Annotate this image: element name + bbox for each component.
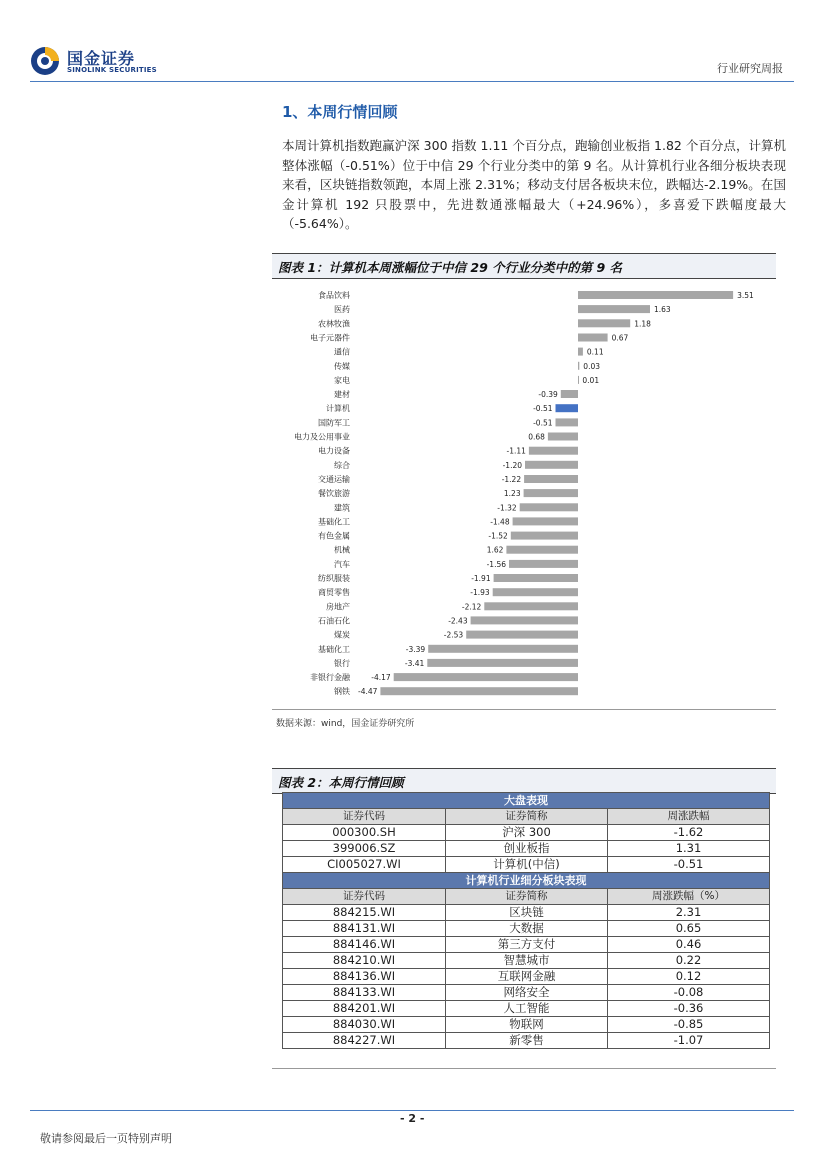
value-label: -1.20 — [502, 460, 522, 470]
table-row — [283, 953, 770, 969]
value-label: -1.56 — [486, 559, 506, 569]
category-label: 电子元器件 — [310, 333, 350, 343]
table-column-header-cell: 周涨跌幅（%） — [608, 889, 770, 905]
category-label: 基础化工 — [318, 517, 350, 527]
table-row-cell: -0.36 — [608, 1001, 770, 1017]
table-row-cell: 大数据 — [446, 921, 608, 937]
table-row-cell: 0.22 — [608, 953, 770, 969]
table-row-cell: 创业板指 — [446, 841, 608, 857]
table-row-cell: 第三方支付 — [446, 937, 608, 953]
category-label: 传媒 — [334, 361, 350, 371]
category-label: 通信 — [334, 347, 350, 357]
footer-divider — [30, 1110, 794, 1111]
table-row — [283, 825, 770, 841]
value-label: 1.18 — [634, 319, 651, 329]
bar-1 — [578, 305, 650, 313]
market-group-header — [283, 793, 770, 809]
value-label: -1.93 — [470, 588, 490, 598]
category-label: 房地产 — [326, 602, 350, 612]
table-row — [283, 1017, 770, 1033]
bar-14 — [524, 489, 578, 497]
bar-9 — [556, 418, 579, 426]
bar-7 — [561, 390, 578, 398]
value-label: 0.01 — [582, 375, 600, 385]
bar-13 — [524, 475, 578, 483]
table-row-cell: 884030.WI — [283, 1017, 446, 1033]
category-label: 基础化工 — [318, 644, 350, 654]
bar-28 — [380, 687, 578, 695]
value-label: 0.68 — [528, 432, 545, 442]
table-column-header — [283, 889, 770, 905]
table-column-header-cell: 证券代码 — [283, 889, 446, 905]
intro-paragraph: 本周计算机指数跑赢沪深 300 指数 1.11 个百分点，跑输创业板指 1.82 个百分点，计算机整体涨幅（-0.51%）位于中信 29 个行业分类中的第 9 名。从计算机行业各细分板块表现来看，区块链指数领跑，本周上涨 2.31%；移动支付居各板块末位，跌幅达-2.19%。在国金计算机 192 只股票中，先进数通涨幅最大（+24.96%），多喜爱下跌幅度最大（-5.64%）。 — [282, 138, 786, 231]
value-label: 1.23 — [503, 489, 521, 499]
page-number: - 2 - — [400, 1112, 425, 1125]
value-label: -2.12 — [461, 602, 482, 612]
figure1-bottom-divider — [272, 709, 776, 710]
category-label: 国防军工 — [318, 418, 350, 428]
table-row — [283, 937, 770, 953]
category-label: 机械 — [334, 545, 350, 555]
figure2-title-bar — [272, 768, 776, 794]
value-label: -0.51 — [533, 404, 553, 414]
table-row-cell: -0.85 — [608, 1017, 770, 1033]
category-label: 医药 — [334, 305, 350, 315]
bar-6 — [578, 376, 579, 384]
category-label: 电力及公用事业 — [294, 432, 350, 442]
value-label: 1.62 — [486, 545, 504, 555]
category-label: 综合 — [334, 460, 350, 470]
table-row-cell: 884201.WI — [283, 1001, 446, 1017]
table-row-cell: 884146.WI — [283, 937, 446, 953]
section-title: 1、本周行情回顾 — [282, 103, 398, 121]
table-row-cell: 399006.SZ — [283, 841, 446, 857]
value-label: -1.32 — [497, 503, 517, 513]
table-row — [283, 985, 770, 1001]
logo-mark-icon — [30, 46, 60, 76]
bar-3 — [578, 334, 608, 342]
logo-text-en: SINOLINK SECURITIES — [67, 66, 157, 74]
category-label: 电力设备 — [318, 446, 350, 456]
category-label: 家电 — [334, 375, 350, 385]
category-label: 计算机 — [326, 404, 350, 414]
category-label: 建材 — [334, 390, 350, 399]
table-row-cell: -1.07 — [608, 1033, 770, 1049]
category-label: 食品饮料 — [318, 291, 350, 300]
bar-22 — [484, 602, 578, 610]
category-label: 餐饮旅游 — [318, 489, 350, 499]
bar-16 — [513, 517, 578, 525]
industry-bar-chart — [272, 282, 776, 707]
value-label: -3.39 — [405, 644, 426, 654]
value-label: -1.48 — [490, 517, 510, 527]
table-row — [283, 969, 770, 985]
value-label: -2.53 — [443, 630, 464, 640]
table-row-cell: 网络安全 — [446, 985, 608, 1001]
value-label: -4.17 — [371, 673, 391, 683]
figure1-title-bar — [272, 253, 776, 279]
value-label: -1.22 — [501, 475, 522, 484]
value-label: -1.91 — [471, 574, 491, 583]
market-review-table — [282, 792, 770, 1049]
bar-0 — [578, 291, 733, 299]
table-row-cell: 1.31 — [608, 841, 770, 857]
category-label: 有色金属 — [318, 531, 350, 541]
category-label: 纺织服装 — [318, 574, 350, 583]
value-label: -2.43 — [448, 616, 468, 626]
category-label: 商贸零售 — [318, 588, 350, 598]
table-row-cell: 智慧城市 — [446, 953, 608, 969]
value-label: 0.11 — [586, 347, 604, 357]
value-label: -1.11 — [506, 446, 526, 456]
table-column-header — [283, 809, 770, 825]
table-column-header-cell: 证券简称 — [446, 809, 608, 825]
table-row-cell: 0.65 — [608, 921, 770, 937]
table-row-cell: 区块链 — [446, 905, 608, 921]
bar-19 — [509, 560, 578, 568]
category-label: 交通运输 — [318, 475, 350, 484]
bar-20 — [494, 574, 578, 582]
bar-2 — [578, 319, 630, 327]
segments-group-header — [283, 873, 770, 889]
table-row-cell: 884210.WI — [283, 953, 446, 969]
bar-12 — [525, 461, 578, 469]
table-row — [283, 1001, 770, 1017]
table-row — [283, 1033, 770, 1049]
bar-24 — [466, 631, 578, 639]
table-column-header-cell: 证券代码 — [283, 809, 446, 825]
value-label: -3.41 — [404, 658, 425, 668]
value-label: 0.67 — [611, 333, 629, 343]
value-label: 3.51 — [737, 291, 754, 300]
report-type-label: 行业研究周报 — [717, 62, 783, 75]
bar-27 — [394, 673, 578, 681]
table-row-cell: 物联网 — [446, 1017, 608, 1033]
footer-disclaimer: 敬请参阅最后一页特别声明 — [40, 1132, 172, 1145]
value-label: -0.51 — [533, 418, 553, 428]
bar-11 — [529, 447, 578, 455]
table-row-cell: -0.08 — [608, 985, 770, 1001]
table-row-cell: 沪深 300 — [446, 825, 608, 841]
table-row-cell: 计算机(中信) — [446, 857, 608, 873]
value-label: -0.39 — [538, 390, 558, 399]
table-row-cell: 新零售 — [446, 1033, 608, 1049]
table-row — [283, 857, 770, 873]
bar-15 — [520, 503, 578, 511]
table-row-cell: 884136.WI — [283, 969, 446, 985]
table-row — [283, 841, 770, 857]
category-label: 农林牧渔 — [318, 319, 350, 329]
bar-8 — [556, 404, 579, 412]
table-row-cell: CI005027.WI — [283, 857, 446, 873]
bar-25 — [428, 645, 578, 653]
bar-5 — [578, 362, 579, 370]
table-row-cell: 884131.WI — [283, 921, 446, 937]
table-row-cell: 884215.WI — [283, 905, 446, 921]
table-row-cell: 2.31 — [608, 905, 770, 921]
value-label: 1.63 — [654, 305, 671, 315]
bar-26 — [427, 659, 578, 667]
bar-4 — [578, 348, 583, 356]
figure1-title: 图表 1：计算机本周涨幅位于中信 29 个行业分类中的第 9 名 — [278, 260, 623, 275]
bar-18 — [506, 546, 578, 554]
value-label: -1.52 — [488, 531, 508, 541]
bar-10 — [548, 433, 578, 441]
table-row-cell: 0.46 — [608, 937, 770, 953]
value-label: -4.47 — [357, 687, 378, 697]
header-divider — [30, 81, 794, 82]
category-label: 石油石化 — [318, 616, 350, 626]
category-label: 非银行金融 — [310, 673, 350, 683]
figure2-title: 图表 2：本周行情回顾 — [278, 775, 404, 790]
category-label: 银行 — [334, 658, 350, 668]
table-row-cell: 0.12 — [608, 969, 770, 985]
figure1-source: 数据来源：wind，国金证券研究所 — [276, 719, 415, 729]
bar-23 — [471, 616, 578, 624]
logo-text-cn: 国金证券 — [67, 49, 136, 68]
segments-group-title: 计算机行业细分板块表现 — [283, 873, 770, 889]
bar-17 — [511, 532, 578, 540]
table-column-header-cell: 证券简称 — [446, 889, 608, 905]
table-row-cell: 884133.WI — [283, 985, 446, 1001]
table-row-cell: 人工智能 — [446, 1001, 608, 1017]
category-label: 建筑 — [334, 503, 350, 513]
figure2-bottom-divider — [272, 1068, 776, 1069]
table-row — [283, 921, 770, 937]
category-label: 汽车 — [334, 559, 350, 569]
table-row-cell: 884227.WI — [283, 1033, 446, 1049]
company-logo — [30, 44, 160, 78]
category-label: 煤炭 — [334, 630, 350, 640]
table-row — [283, 905, 770, 921]
table-row-cell: 000300.SH — [283, 825, 446, 841]
bar-21 — [493, 588, 578, 596]
category-label: 钢铁 — [334, 687, 350, 697]
table-row-cell: -0.51 — [608, 857, 770, 873]
table-column-header-cell: 周涨跌幅 — [608, 809, 770, 825]
value-label: 0.03 — [583, 361, 601, 371]
market-group-title: 大盘表现 — [283, 793, 770, 809]
table-row-cell: 互联网金融 — [446, 969, 608, 985]
table-row-cell: -1.62 — [608, 825, 770, 841]
